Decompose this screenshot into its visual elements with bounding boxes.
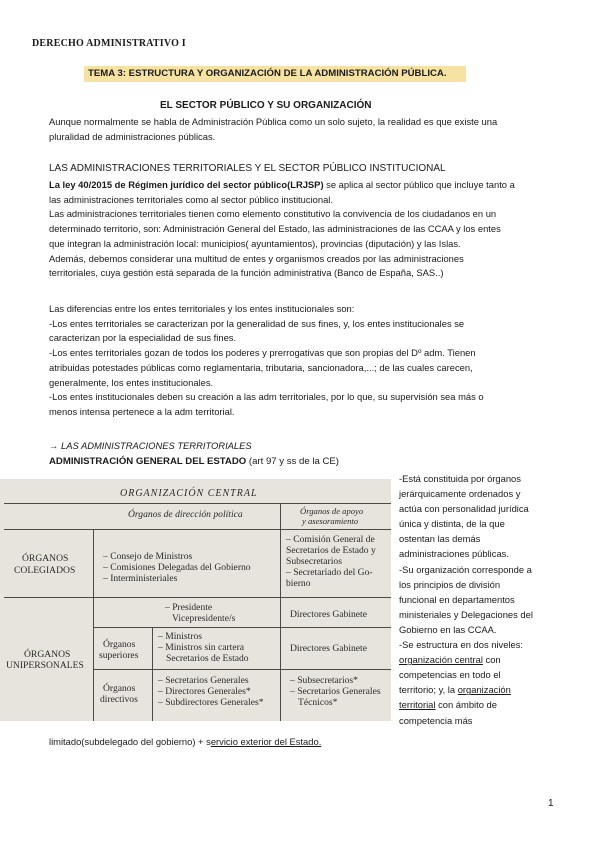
- row-label-unipersonales: ÓRGANOS: [24, 649, 71, 660]
- table-title: ORGANIZACIÓN CENTRAL: [120, 488, 258, 499]
- subsection-heading-territoriales: → LAS ADMINISTRACIONES TERRITORIALES: [49, 440, 252, 451]
- text-line: atribuidas potestades públicas como reglamentaria, tributaria, sancionadora,...; de las cuales carecen,: [49, 361, 473, 373]
- page-number: 1: [548, 798, 554, 809]
- directivos-label: directivos: [100, 694, 138, 705]
- underlined-term: territorial: [399, 699, 436, 711]
- organization-table-image: [0, 479, 391, 721]
- superiores-item: – Ministros: [158, 631, 202, 642]
- text-fragment: territorio; y, la: [399, 684, 458, 696]
- text-line: menos intensa pertenece a la adm territorial.: [49, 405, 235, 417]
- superiores-item: – Ministros sin cartera: [158, 642, 245, 653]
- topic-title: TEMA 3: ESTRUCTURA Y ORGANIZACIÓN DE LA ADMINISTRACIÓN PÚBLICA.: [84, 66, 466, 82]
- table-rule: [93, 627, 391, 628]
- side-line: jerárquicamente ordenados y: [399, 488, 521, 500]
- colegiados-item: – Consejo de Ministros: [103, 551, 193, 562]
- underlined-term: ervicio exterior del Estado.: [210, 736, 322, 747]
- text-fragment: se aplica al sector público que incluye tanto a: [323, 179, 515, 190]
- side-line: competencia más: [399, 714, 473, 726]
- text-line: Además, debemos considerar una multitud de entes y organismos creados por las administraciones: [49, 252, 464, 264]
- directivos-apoyo-item: Técnicos*: [298, 697, 338, 708]
- intro-line: pluralidad de administraciones públicas.: [49, 130, 216, 142]
- age-description: [399, 471, 559, 728]
- gabinete-item: Directores Gabinete: [290, 643, 367, 654]
- directivos-label: Órganos: [103, 683, 136, 694]
- directivos-item: – Secretarios Generales: [158, 675, 249, 686]
- text-fragment: con ámbito de: [435, 699, 497, 711]
- table-rule: [93, 669, 391, 670]
- row-label-colegiados: ÓRGANOS: [22, 553, 69, 564]
- age-title: ADMINISTRACIÓN GENERAL DEL ESTADO: [49, 456, 247, 467]
- table-col-direccion: Órganos de dirección política: [128, 509, 243, 520]
- superiores-label: Órganos: [103, 639, 136, 650]
- text-line: que integran la administración local: municipios( ayuntamientos), provincias (diputación) y las Islas.: [49, 237, 461, 249]
- row-label-unipersonales: UNIPERSONALES: [6, 660, 84, 671]
- section-heading-territoriales: LAS ADMINISTRACIONES TERRITORIALES Y EL SECTOR PÚBLICO INSTITUCIONAL: [49, 163, 446, 174]
- intro-line: Aunque normalmente se habla de Administración Pública como un solo sujeto, la realidad es que existe una: [49, 116, 498, 127]
- table-rule: [4, 597, 391, 598]
- side-line: -Está constituida por órganos: [399, 473, 521, 484]
- intro-paragraph: [49, 115, 559, 144]
- side-line: administraciones públicas.: [399, 548, 509, 560]
- side-line: -Su organización corresponde a: [399, 563, 532, 575]
- side-line: Gobierno en las CCAA.: [399, 623, 497, 635]
- colegiados-item: – Interministeriales: [103, 573, 178, 584]
- apoyo-item: bierno: [286, 578, 311, 589]
- text-line: -Los entes institucionales deben su creación a las adm territoriales, por lo que, su supervisión sea más o: [49, 391, 484, 403]
- table-rule: [4, 503, 391, 504]
- text-line: Las administraciones territoriales tienen como elemento constitutivo la convivencia de los ciudadanos en un: [49, 208, 497, 220]
- table-rule: [93, 529, 94, 721]
- underlined-term: organización central: [399, 654, 483, 666]
- text-line: [49, 178, 559, 193]
- text-line: -Los entes territoriales se caracterizan por la generalidad de sus fines, y, los entes institucionales se: [49, 317, 465, 329]
- side-line: funcional en departamentos: [399, 593, 515, 605]
- presidente-item: Vicepresidente/s: [172, 613, 236, 624]
- table-rule: [4, 529, 391, 530]
- text-line: determinado territorio, son: Administración General del Estado, las administraciones de las CCAA y los entes: [49, 223, 501, 235]
- side-line: competencias en todo el: [399, 669, 501, 681]
- apoyo-item: Secretarios de Estado y: [286, 545, 376, 556]
- text-line: las administraciones territoriales como al sector público institucional.: [49, 193, 333, 205]
- directivos-apoyo-item: – Secretarios Generales: [290, 686, 381, 697]
- apoyo-item: – Secretariado del Go-: [286, 567, 373, 578]
- age-heading: [49, 456, 339, 467]
- final-line: [49, 736, 321, 747]
- text-line: territoriales, cuya gestión está separada de la función administrativa (Banco de España, SAS..): [49, 267, 444, 279]
- territorial-paragraph: [49, 178, 559, 281]
- colegiados-item: – Comisiones Delegadas del Gobierno: [103, 562, 251, 573]
- age-article-reference: (art 97 y ss de la CE): [246, 456, 339, 467]
- table-rule: [280, 503, 281, 721]
- text-fragment: limitado(subdelegado del gobierno) + s: [49, 736, 211, 747]
- side-line: [399, 652, 559, 667]
- superiores-item: Secretarios de Estado: [166, 653, 249, 664]
- apoyo-item: – Comisión General de: [286, 534, 375, 545]
- side-line: -Se estructura en dos niveles:: [399, 639, 524, 651]
- superiores-label: superiores: [99, 650, 139, 661]
- table-col-apoyo: Órganos de apoyo: [300, 506, 364, 516]
- side-line: ministeriales y Delegaciones del: [399, 608, 533, 620]
- text-line: -Los entes territoriales gozan de todos los poderes y prerrogativas que son propias del Dº adm. Tienen: [49, 347, 476, 359]
- side-line: actúa con personalidad jurídica: [399, 503, 529, 515]
- text-fragment: con: [482, 654, 501, 666]
- side-line: [399, 682, 559, 697]
- table-col-apoyo: y asesoramiento: [302, 516, 359, 526]
- directivos-item: – Subdirectores Generales*: [158, 697, 264, 708]
- side-line: [399, 697, 559, 712]
- directivos-item: – Directores Generales*: [158, 686, 251, 697]
- side-line: única y distinta, de la que: [399, 518, 505, 530]
- text-line: caracterizan por la especialidad de sus fines.: [49, 332, 237, 344]
- section-title-sector-publico: EL SECTOR PÚBLICO Y SU ORGANIZACIÓN: [160, 100, 372, 111]
- underlined-term: organización: [457, 684, 511, 696]
- directivos-apoyo-item: – Subsecretarios*: [290, 675, 358, 686]
- gabinete-item: Directores Gabinete: [290, 609, 367, 620]
- law-reference: La ley 40/2015 de Régimen jurídico del sector público(LRJSP): [49, 179, 324, 190]
- row-label-colegiados: COLEGIADOS: [14, 565, 76, 576]
- presidente-item: – Presidente: [165, 602, 213, 613]
- table-rule: [152, 627, 153, 721]
- text-line: generalmente, los entes institucionales.: [49, 376, 214, 388]
- side-line: ostentan las demás: [399, 533, 481, 545]
- course-title: DERECHO ADMINISTRATIVO I: [32, 38, 186, 49]
- apoyo-item: Subsecretarios: [286, 556, 342, 567]
- text-line: Las diferencias entre los entes territoriales y los entes institucionales son:: [49, 303, 355, 314]
- side-line: los principios de división: [399, 578, 501, 590]
- differences-paragraph: [49, 302, 559, 420]
